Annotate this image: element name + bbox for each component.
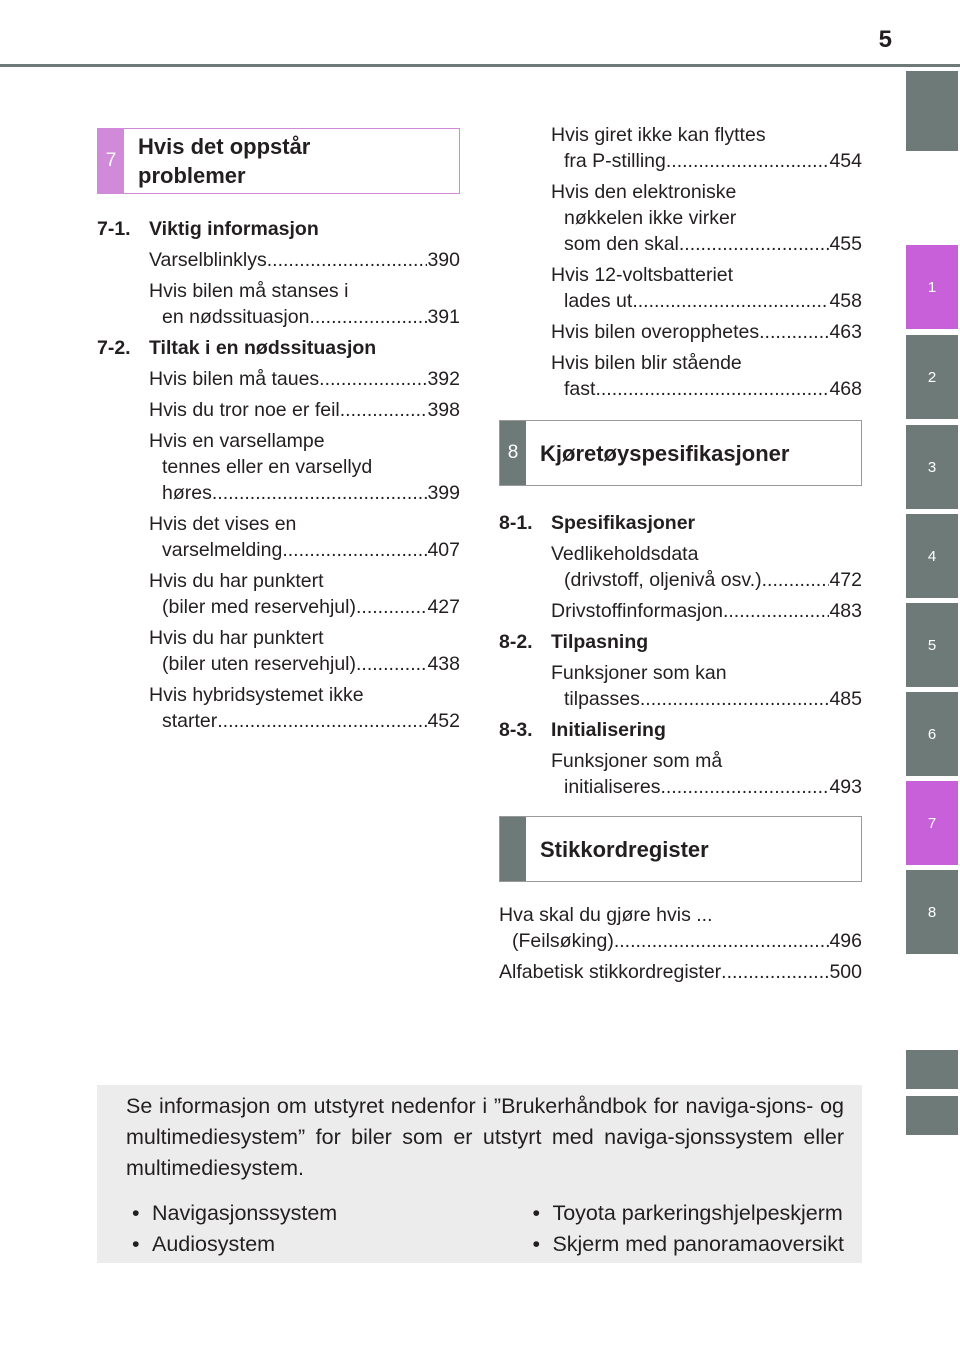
toc-entry[interactable] [97,511,460,563]
chapter-8-1[interactable] [499,510,862,536]
chapter-7-1[interactable] [97,216,460,242]
entry-text: Hvis du tror noe er feil [149,399,340,421]
entry-text: Funksjoner som må [551,750,723,772]
chapter-number: 8-3. [499,719,533,741]
chapter-number: 8-2. [499,631,533,653]
entry-page: 454 [829,150,862,172]
entry-text: varselmelding [162,539,283,561]
index-section-header [499,816,862,882]
entry-text: Hva skal du gjøre hvis ... [499,904,713,926]
bullet-column-right [526,1198,844,1260]
info-text: Se informasjon om utstyret nedenfor i ”Brukerhåndbok for naviga-sjons- og multimediesystem” for biler som er utstyrt med naviga-sjonssystem eller multimediesystem. [126,1094,844,1180]
section-7-title [124,129,310,193]
entry-page: 463 [829,321,862,343]
bullet-item: • Skjerm med panoramaoversikt [526,1229,844,1260]
entry-text: (drivstoff, oljenivå osv.) [564,569,762,591]
tab-blank-index-1[interactable] [906,1050,958,1089]
toc-entry[interactable] [499,902,862,954]
entry-page: 391 [427,306,460,328]
tab-chapter-6[interactable]: 6 [906,692,958,776]
tab-chapter-5[interactable]: 5 [906,603,958,687]
bullet-item: • Toyota parkeringshjelpeskjerm [526,1198,844,1229]
entry-text: tennes eller en varsellyd [162,456,373,478]
entry-text: Drivstoffinformasjon [551,600,723,622]
info-bullets [126,1198,844,1260]
entry-text: Alfabetisk stikkordregister [499,961,722,983]
toc-entry[interactable] [499,179,862,257]
entry-text: Varselblinklys [149,249,267,271]
toc-entry[interactable] [97,428,460,506]
entry-page: 438 [427,653,460,675]
entry-text: en nødssituasjon [162,306,310,328]
chapter-title: Tilpasning [551,631,649,653]
toc-entry[interactable] [97,625,460,677]
section-7-title-line-2: problemer [138,163,246,188]
tab-chapter-8[interactable]: 8 [906,870,958,954]
entry-text: Hvis du har punktert [149,627,324,649]
entry-page: 407 [427,539,460,561]
page-number: 5 [878,26,892,53]
entry-text: initialiseres [564,776,661,798]
tab-blank-top[interactable] [906,71,958,151]
header-rule [0,64,960,67]
entry-text: lades ut [564,290,633,312]
entry-text: Vedlikeholdsdata [551,543,699,565]
toc-entry[interactable] [97,247,460,273]
toc-entry[interactable] [97,366,460,392]
entry-page: 455 [829,233,862,255]
toc-entry[interactable] [499,541,862,593]
bullet-item: • Audiosystem [126,1229,526,1260]
entry-text: Hvis bilen må stanses i [149,280,349,302]
entry-page: 452 [427,710,460,732]
entry-text: høres [162,482,212,504]
entry-text: fra P-stilling [564,150,666,172]
chapter-title: Initialisering [551,719,666,741]
entry-text: Hvis bilen blir stående [551,352,742,374]
entry-page: 485 [829,688,862,710]
entry-text: tilpasses [564,688,640,710]
tab-blank-index-2[interactable] [906,1096,958,1135]
entry-page: 493 [829,776,862,798]
entry-text: Hvis hybridsystemet ikke [149,684,364,706]
bullet-column-left [126,1198,526,1260]
section-8-title: Kjøretøyspesifikasjoner [540,440,790,466]
chapter-title: Viktig informasjon [149,218,319,240]
section-7-number: 7 [98,129,124,193]
entry-text: starter [162,710,218,732]
entry-text: Hvis bilen overopphetes [551,321,760,343]
entry-text: Hvis den elektroniske [551,181,737,203]
entry-page: 398 [427,399,460,421]
chapter-number: 7-2. [97,337,131,359]
toc-entry[interactable] [499,660,862,712]
entry-text: Hvis det vises en [149,513,297,535]
entry-page: 472 [829,569,862,591]
entry-text: Hvis bilen må taues [149,368,320,390]
entry-page: 427 [427,596,460,618]
entry-text: Funksjoner som kan [551,662,727,684]
chapter-tabs [906,0,960,1360]
chapter-8-3[interactable] [499,717,862,743]
section-7-header [97,128,460,194]
entry-text: (biler uten reservehjul) [162,653,357,675]
toc-entry[interactable] [499,262,862,314]
toc-right-column [499,122,862,985]
entry-page: 500 [829,961,862,983]
chapter-number: 7-1. [97,218,131,240]
entry-page: 390 [427,249,460,271]
tab-chapter-2[interactable]: 2 [906,335,958,419]
chapter-title: Tiltak i en nødssituasjon [149,337,377,359]
bullet-item: • Navigasjonssystem [126,1198,526,1229]
toc-entry[interactable] [499,598,862,624]
info-box [97,1085,862,1263]
chapter-7-2[interactable] [97,335,460,361]
toc-entry[interactable] [499,748,862,800]
toc-entry[interactable] [97,568,460,620]
entry-text: Hvis giret ikke kan flyttes [551,124,766,146]
section-7-title-line-1: Hvis det oppstår [138,134,311,159]
chapter-title: Spesifikasjoner [551,512,696,534]
toc-entry[interactable] [97,682,460,734]
entry-text: Hvis du har punktert [149,570,324,592]
toc-entry[interactable] [499,122,862,174]
entry-text: Hvis 12-voltsbatteriet [551,264,734,286]
toc-left-column [97,128,460,734]
section-8-number: 8 [500,421,526,485]
toc-entry[interactable] [97,278,460,330]
entry-text: fast [564,378,596,400]
toc-entry[interactable] [499,319,862,345]
tab-chapter-1[interactable]: 1 [906,245,958,329]
toc-entry[interactable] [499,959,862,985]
chapter-8-2[interactable] [499,629,862,655]
entry-page: 458 [829,290,862,312]
index-section-title: Stikkordregister [540,836,709,862]
entry-text: (Feilsøking) [512,930,614,952]
tab-chapter-7[interactable]: 7 [906,781,958,865]
toc-entry[interactable] [97,397,460,423]
entry-page: 496 [829,930,862,952]
toc-entry[interactable] [499,350,862,402]
entry-page: 468 [829,378,862,400]
section-8-header [499,420,862,486]
entry-text: som den skal [564,233,679,255]
entry-page: 483 [829,600,862,622]
entry-page: 399 [427,482,460,504]
tab-chapter-4[interactable]: 4 [906,514,958,598]
entry-text: nøkkelen ikke virker [564,207,737,229]
entry-text: (biler med reservehjul) [162,596,356,618]
tab-chapter-3[interactable]: 3 [906,425,958,509]
entry-page: 392 [427,368,460,390]
index-section-marker [500,817,526,881]
chapter-number: 8-1. [499,512,533,534]
entry-text: Hvis en varsellampe [149,430,325,452]
